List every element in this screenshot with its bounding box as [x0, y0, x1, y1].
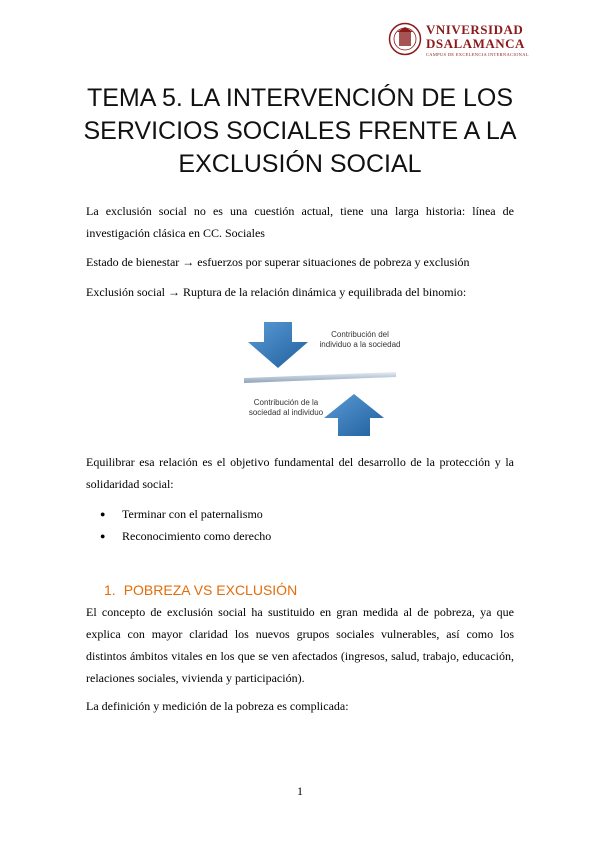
paragraph-5: El concepto de exclusión social ha sustituido en gran medida al de pobreza, ya que explica con mayor claridad los nuevos grupos sociales vulnerables, así como los distintos ámbitos vitales en los que se ven afectados (ingresos, salud, trabajo, educación, relaciones sociales, vivienda y participación).	[86, 605, 514, 685]
balance-beam	[244, 372, 396, 383]
section-heading	[104, 582, 297, 598]
section-number: 1.	[104, 582, 116, 598]
down-arrow-icon	[248, 322, 308, 368]
university-logo	[388, 20, 529, 60]
document-title: TEMA 5. LA INTERVENCIÓN DE LOS SERVICIOS SOCIALES FRENTE A LA EXCLUSIÓN SOCIAL	[83, 84, 517, 178]
paragraph-2: Estado de bienestar → esfuerzos por superar situaciones de pobreza y exclusión	[86, 255, 470, 269]
balance-diagram	[240, 320, 400, 438]
bullet-item: ● Terminar con el paternalismo	[100, 503, 271, 525]
paragraph-3: Exclusión social → Ruptura de la relación dinámica y equilibrada del binomio:	[86, 285, 467, 299]
logo-line-2: DSALAMANCA	[426, 36, 525, 51]
university-seal-icon	[388, 22, 422, 56]
paragraph-6: La definición y medición de la pobreza es complicada:	[86, 699, 349, 713]
bullet-list	[100, 503, 271, 547]
logo-line-3: CAMPUS DE EXCELENCIA INTERNACIONAL	[426, 52, 529, 57]
bullet-item: ● Reconocimiento como derecho	[100, 525, 271, 547]
paragraph-4: Equilibrar esa relación es el objetivo fundamental del desarrollo de la protección y la solidaridad social:	[86, 455, 514, 491]
diagram-label-top: Contribución del individuo a la sociedad	[319, 330, 401, 349]
page-number: 1	[297, 784, 303, 798]
up-arrow-icon	[324, 394, 384, 436]
paragraph-1: La exclusión social no es una cuestión actual, tiene una larga historia: línea de investigación clásica en CC. Sociales	[86, 204, 514, 240]
section-title: POBREZA VS EXCLUSIÓN	[123, 582, 298, 598]
logo-line-1: VNIVERSIDAD	[426, 22, 524, 37]
diagram-label-bottom: Contribución de la sociedad al individuo	[248, 398, 324, 417]
